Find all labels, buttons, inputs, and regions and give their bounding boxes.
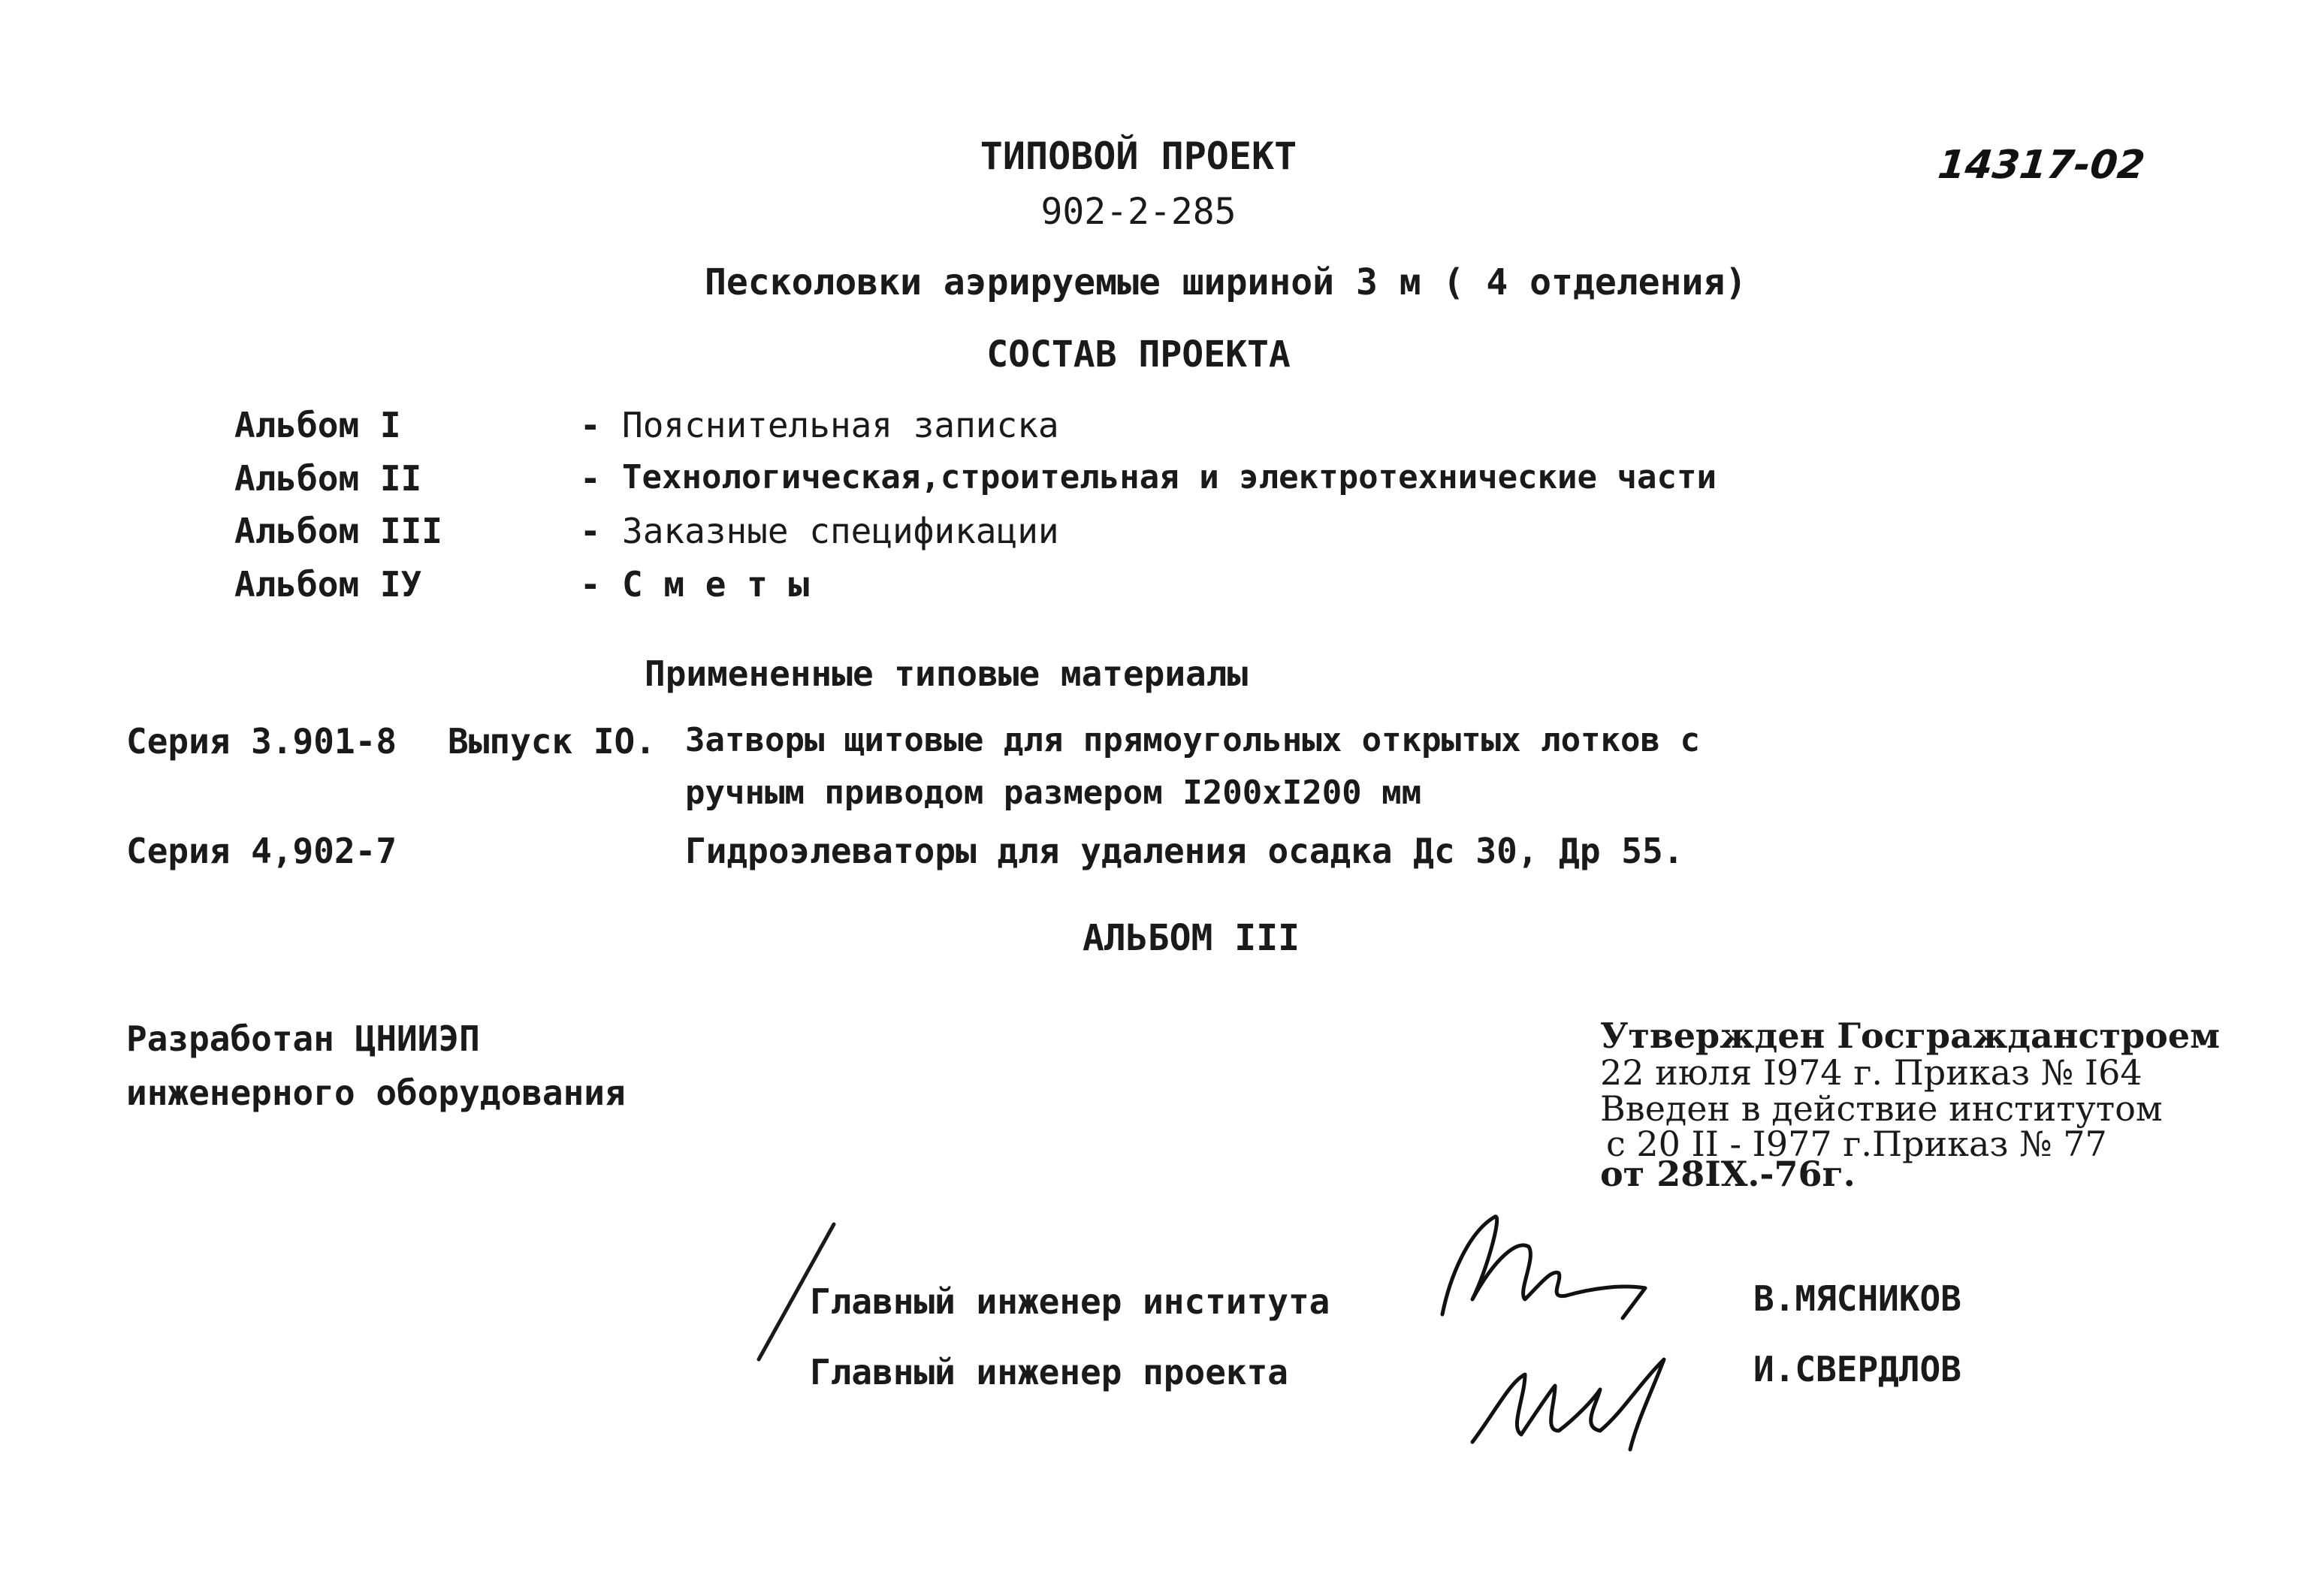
materials-heading: Примененные типовые материалы <box>645 653 1249 694</box>
material-series: Серия 3.901-8 <box>126 721 397 762</box>
signature-role: Главный инженер проекта <box>810 1352 1288 1392</box>
album-label: Альбом IУ <box>234 564 422 605</box>
album-label: Альбом III <box>234 511 442 551</box>
album-description: Пояснительная записка <box>622 405 1059 445</box>
signature-name: И.СВЕРДЛОВ <box>1753 1349 1961 1389</box>
approval-line: 22 июля I974 г. Приказ № I64 <box>1600 1052 2142 1093</box>
document-title <box>0 134 2307 178</box>
album-description: Заказные спецификации <box>622 511 1059 551</box>
material-issue: Выпуск IO. <box>448 721 656 762</box>
approval-line: от 28IX.-76г. <box>1600 1154 1856 1194</box>
composition-heading-text: СОСТАВ ПРОЕКТА <box>986 333 1291 376</box>
album-dash: - <box>580 458 601 499</box>
current-album <box>0 917 2307 959</box>
developer-line: инженерного оборудования <box>126 1073 626 1113</box>
album-dash: - <box>580 511 601 551</box>
signature-name: В.МЯСНИКОВ <box>1753 1278 1961 1319</box>
current-album-text: АЛЬБОМ III <box>1083 917 1300 959</box>
signature-scribble-chief-project <box>1450 1329 1705 1457</box>
developer-line: Разработан ЦНИИЭП <box>126 1018 480 1059</box>
composition-heading <box>0 333 2307 376</box>
document-number: 14317-02 <box>1935 143 2148 188</box>
album-label: Альбом I <box>234 405 401 445</box>
album-label: Альбом II <box>234 458 422 499</box>
album-description: С м е т ы <box>622 564 810 605</box>
project-subject: Песколовки аэрируемые шириной 3 м ( 4 отделения) <box>705 261 1747 303</box>
title-text: ТИПОВОЙ ПРОЕКТ <box>980 134 1297 178</box>
approval-line: с 20 II - I977 г.Приказ № 77 <box>1606 1124 2107 1164</box>
approval-line: Введен в действие институтом <box>1600 1088 2163 1129</box>
material-description: Затворы щитовые для прямоугольных открытых лотков с <box>685 721 1701 759</box>
project-code <box>0 191 2307 233</box>
material-series: Серия 4,902-7 <box>126 831 397 871</box>
signature-role: Главный инженер института <box>810 1281 1330 1322</box>
album-dash: - <box>580 564 601 605</box>
signature-scribble-chief-institute <box>1397 1187 1668 1337</box>
approval-line: Утвержден Госгражданстроем <box>1600 1015 2221 1056</box>
project-code-text: 902-2-285 <box>1040 191 1237 233</box>
material-description: Гидроэлеваторы для удаления осадка Дс 30, Др 55. <box>685 831 1684 871</box>
material-description: ручным приводом размером I200xI200 мм <box>685 774 1422 812</box>
album-dash: - <box>580 405 601 445</box>
album-description: Технологическая,строительная и электротехнические части <box>622 458 1717 496</box>
